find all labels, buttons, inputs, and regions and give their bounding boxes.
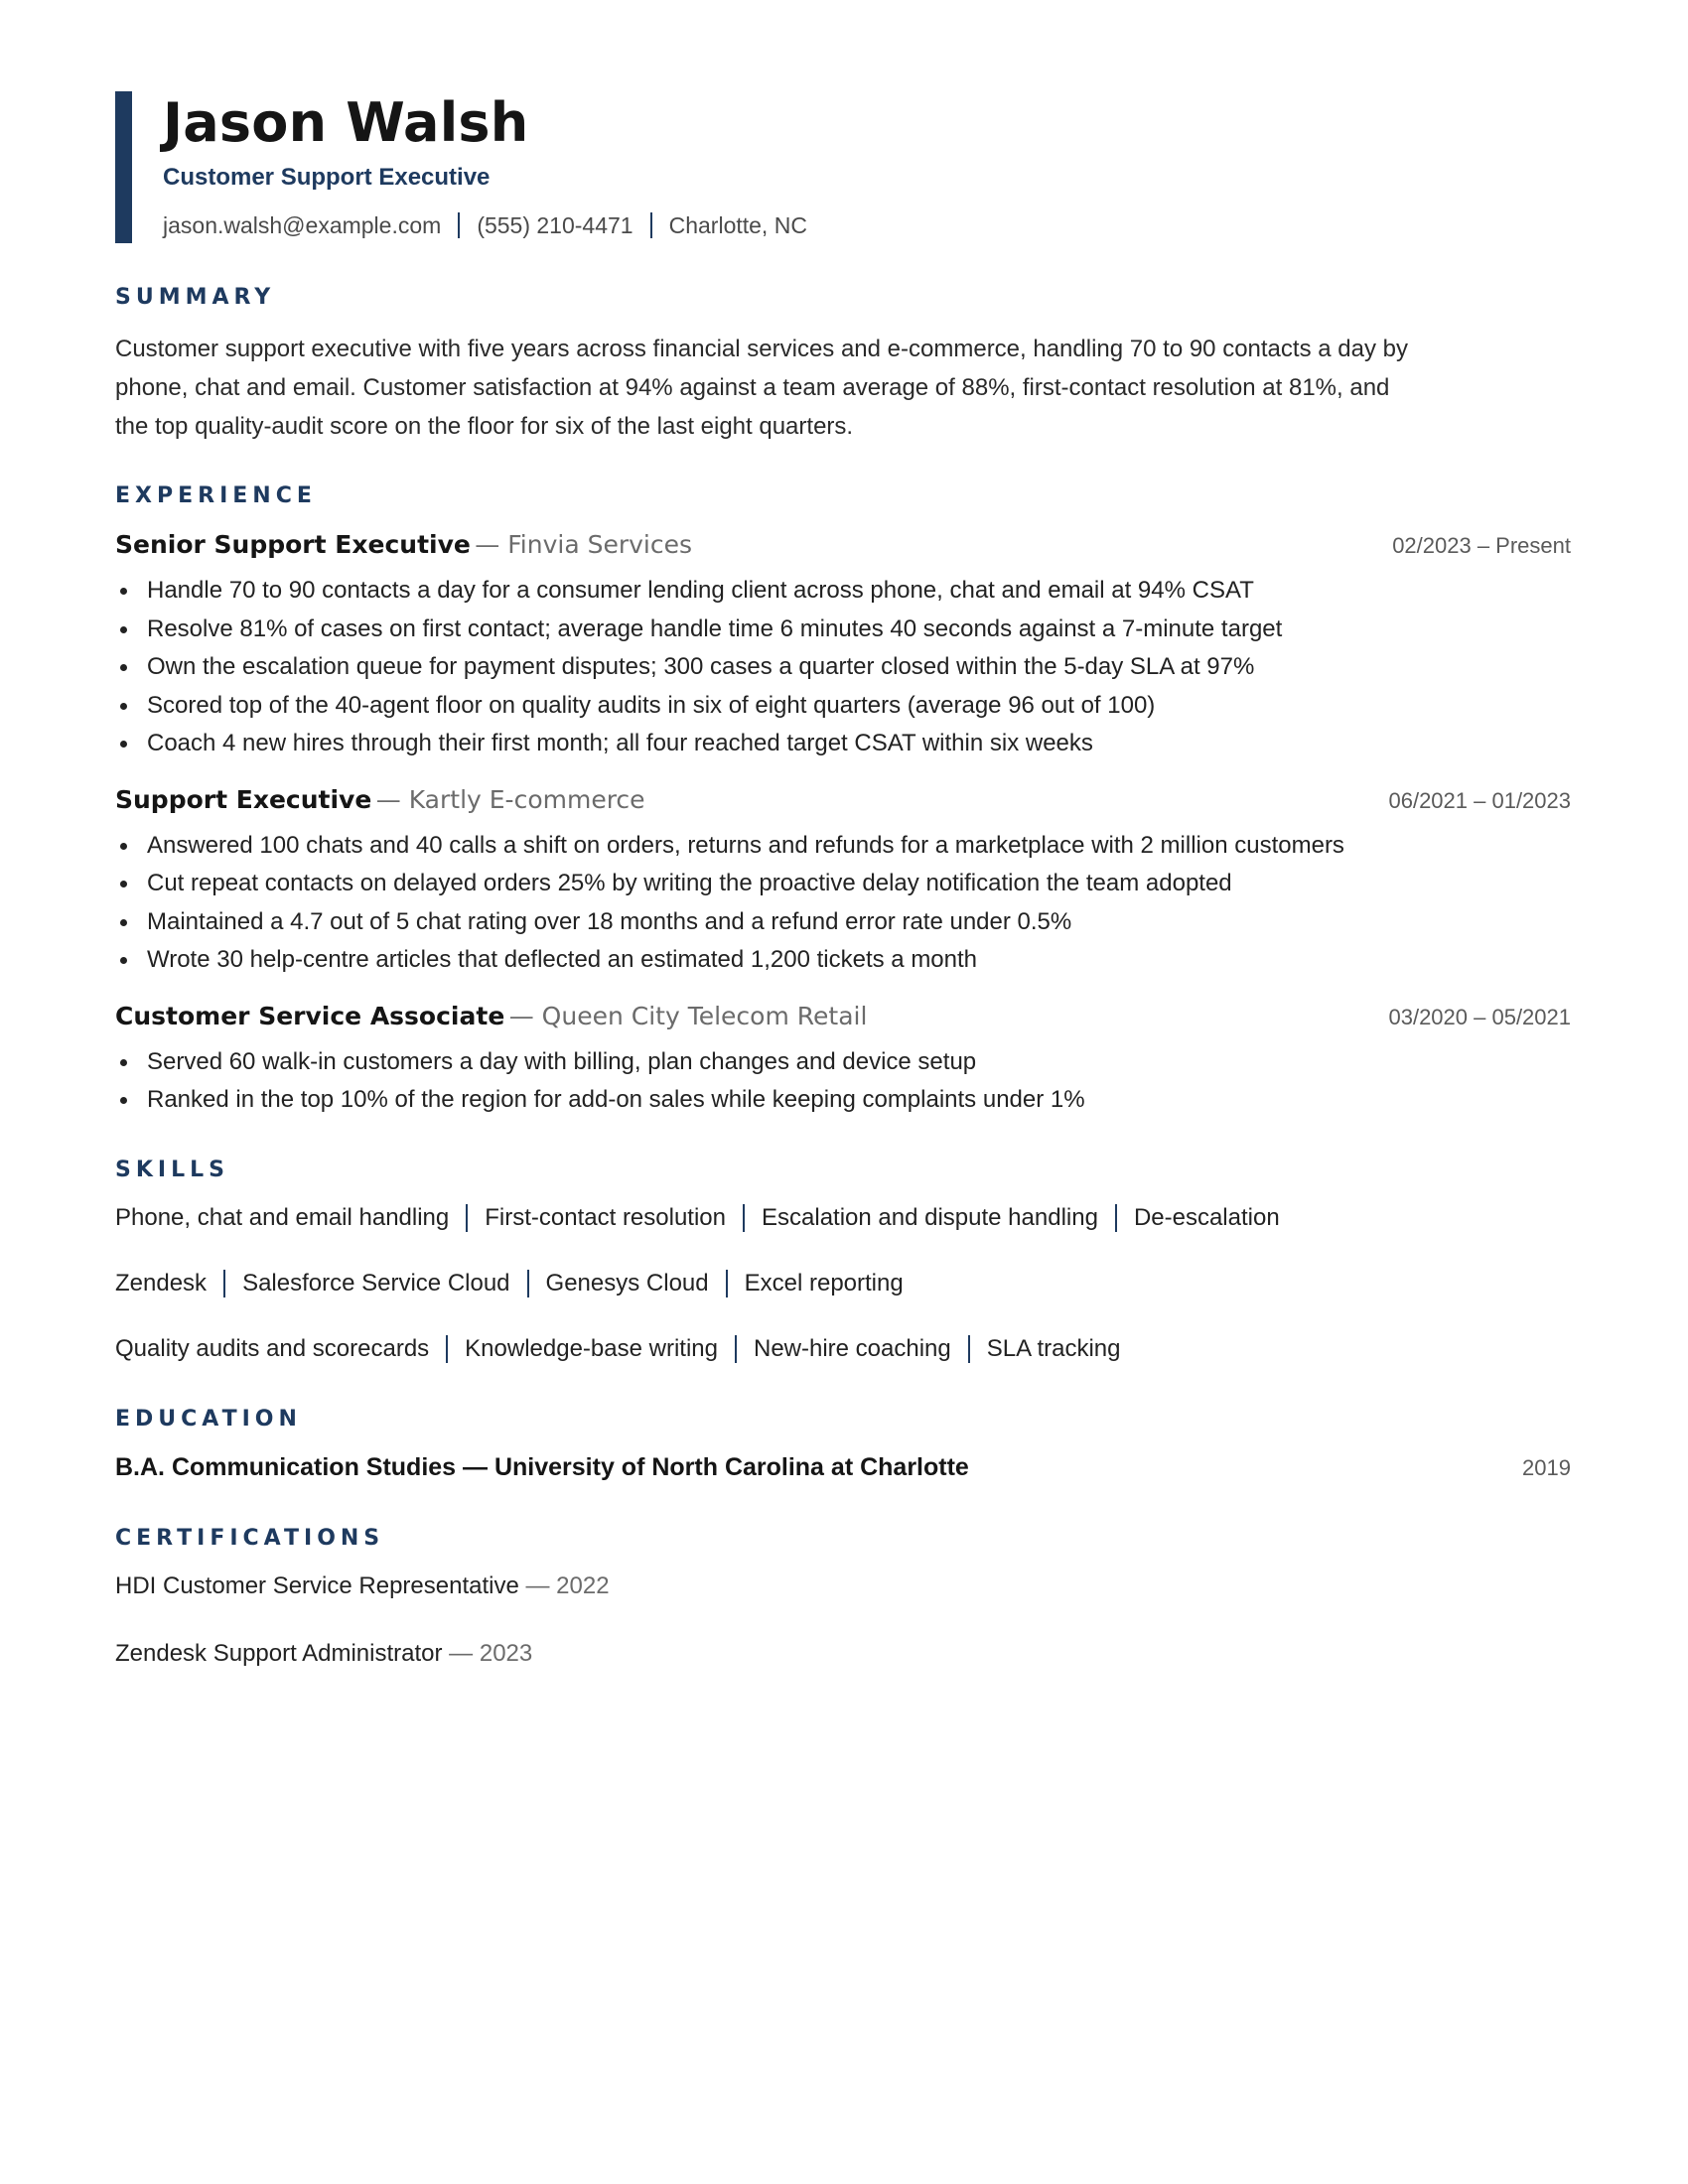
education-year: 2019 bbox=[1522, 1454, 1571, 1480]
skill-item: Knowledge-base writing bbox=[465, 1334, 718, 1362]
resume-page bbox=[115, 91, 1571, 1670]
job-bullet: Cut repeat contacts on delayed orders 25% by writing the proactive delay notification the team adopted bbox=[115, 865, 1571, 903]
skills-row bbox=[115, 1333, 1571, 1365]
job-role-company bbox=[115, 785, 645, 814]
job-company: — Queen City Telecom Retail bbox=[508, 1001, 868, 1030]
experience-heading: EXPERIENCE bbox=[115, 483, 317, 508]
skill-separator bbox=[968, 1335, 970, 1363]
summary-text bbox=[115, 330, 1571, 446]
job-bullet: Answered 100 chats and 40 calls a shift on orders, returns and refunds for a marketplace with 2 million customers bbox=[115, 827, 1571, 866]
skill-separator bbox=[735, 1335, 737, 1363]
skill-item: Genesys Cloud bbox=[545, 1269, 709, 1297]
job-role-company bbox=[115, 1002, 867, 1030]
certifications-list bbox=[115, 1570, 1571, 1670]
education-entry bbox=[115, 1453, 1571, 1482]
contact-email: jason.walsh@example.com bbox=[163, 212, 442, 238]
contact-separator bbox=[650, 212, 652, 238]
job-dates: 02/2023 – Present bbox=[1392, 533, 1571, 558]
certification-item bbox=[115, 1638, 1571, 1670]
certification-name: HDI Customer Service Representative bbox=[115, 1571, 519, 1599]
contact-separator bbox=[458, 212, 460, 238]
certification-name: Zendesk Support Administrator bbox=[115, 1639, 443, 1667]
job-role: Senior Support Executive bbox=[115, 530, 471, 559]
job-role-company bbox=[115, 530, 692, 559]
job-bullets bbox=[115, 572, 1571, 763]
skills-heading: SKILLS bbox=[115, 1157, 229, 1182]
certification-item bbox=[115, 1570, 1571, 1602]
job-company: — Kartly E-commerce bbox=[375, 784, 645, 814]
skill-separator bbox=[527, 1270, 529, 1297]
education-degree: B.A. Communication Studies — University of North Carolina at Charlotte bbox=[115, 1452, 969, 1481]
skill-item: Quality audits and scorecards bbox=[115, 1334, 430, 1362]
job-role: Customer Service Associate bbox=[115, 1001, 505, 1030]
resume-header bbox=[115, 91, 1571, 243]
certification-year: 2023 bbox=[479, 1639, 533, 1667]
certifications-heading: CERTIFICATIONS bbox=[115, 1525, 385, 1551]
candidate-name: Jason Walsh bbox=[163, 91, 529, 154]
job-entry bbox=[115, 785, 1571, 980]
skill-item: Zendesk bbox=[115, 1269, 208, 1297]
skills-row bbox=[115, 1268, 1571, 1299]
contact-location: Charlotte, NC bbox=[668, 212, 807, 238]
summary-heading: SUMMARY bbox=[115, 285, 276, 310]
job-bullet: Maintained a 4.7 out of 5 chat rating over 18 months and a refund error rate under 0.5% bbox=[115, 903, 1571, 942]
job-dates: 03/2020 – 05/2021 bbox=[1388, 1004, 1571, 1029]
job-header bbox=[115, 530, 1571, 564]
job-bullets bbox=[115, 827, 1571, 980]
skills-row bbox=[115, 1202, 1571, 1234]
header-accent-bar bbox=[115, 91, 132, 243]
job-header bbox=[115, 785, 1571, 819]
skill-item: Excel reporting bbox=[744, 1269, 904, 1297]
skill-item: Salesforce Service Cloud bbox=[242, 1269, 510, 1297]
skill-item: De-escalation bbox=[1133, 1203, 1280, 1231]
skill-item: First-contact resolution bbox=[485, 1203, 727, 1231]
skill-separator bbox=[1115, 1204, 1117, 1232]
job-bullet: Coach 4 new hires through their first month; all four reached target CSAT within six weeks bbox=[115, 725, 1571, 763]
job-header bbox=[115, 1002, 1571, 1035]
skill-separator bbox=[743, 1204, 745, 1232]
job-entry bbox=[115, 1002, 1571, 1120]
contact-line bbox=[163, 210, 1571, 240]
job-bullet: Handle 70 to 90 contacts a day for a consumer lending client across phone, chat and email at 94% CSAT bbox=[115, 572, 1571, 611]
skill-separator bbox=[446, 1335, 448, 1363]
certification-dash: — bbox=[449, 1639, 480, 1667]
skill-separator bbox=[466, 1204, 468, 1232]
summary-line: phone, chat and email. Customer satisfaction at 94% against a team average of 88%, first-contact resolution at 81%, and bbox=[115, 374, 1390, 401]
job-dates: 06/2021 – 01/2023 bbox=[1388, 787, 1571, 813]
job-bullet: Resolve 81% of cases on first contact; average handle time 6 minutes 40 seconds against a 7-minute target bbox=[115, 611, 1571, 649]
skill-item: Phone, chat and email handling bbox=[115, 1203, 450, 1231]
certification-year: 2022 bbox=[556, 1571, 610, 1599]
job-bullet: Wrote 30 help-centre articles that deflected an estimated 1,200 tickets a month bbox=[115, 941, 1571, 980]
summary-line: Customer support executive with five years across financial services and e-commerce, handling 70 to 90 contacts a day by bbox=[115, 336, 1408, 362]
skills-list bbox=[115, 1202, 1571, 1365]
skill-item: New-hire coaching bbox=[753, 1334, 951, 1362]
job-role: Support Executive bbox=[115, 784, 372, 814]
job-entry bbox=[115, 530, 1571, 763]
job-company: — Finvia Services bbox=[475, 530, 693, 559]
skill-item: SLA tracking bbox=[986, 1334, 1121, 1362]
summary-line: the top quality-audit score on the floor for six of the last eight quarters. bbox=[115, 413, 854, 440]
job-bullet: Ranked in the top 10% of the region for add-on sales while keeping complaints under 1% bbox=[115, 1081, 1571, 1120]
job-bullet: Scored top of the 40-agent floor on quality audits in six of eight quarters (average 96 out of 100) bbox=[115, 687, 1571, 726]
education-heading: EDUCATION bbox=[115, 1406, 302, 1432]
certification-dash: — bbox=[525, 1571, 557, 1599]
job-bullets bbox=[115, 1043, 1571, 1120]
skill-separator bbox=[726, 1270, 728, 1297]
candidate-title: Customer Support Executive bbox=[163, 164, 491, 191]
job-bullet: Served 60 walk-in customers a day with billing, plan changes and device setup bbox=[115, 1043, 1571, 1082]
job-bullet: Own the escalation queue for payment disputes; 300 cases a quarter closed within the 5-day SLA at 97% bbox=[115, 648, 1571, 687]
contact-phone: (555) 210-4471 bbox=[477, 212, 633, 238]
skill-separator bbox=[223, 1270, 225, 1297]
skill-item: Escalation and dispute handling bbox=[762, 1203, 1098, 1231]
